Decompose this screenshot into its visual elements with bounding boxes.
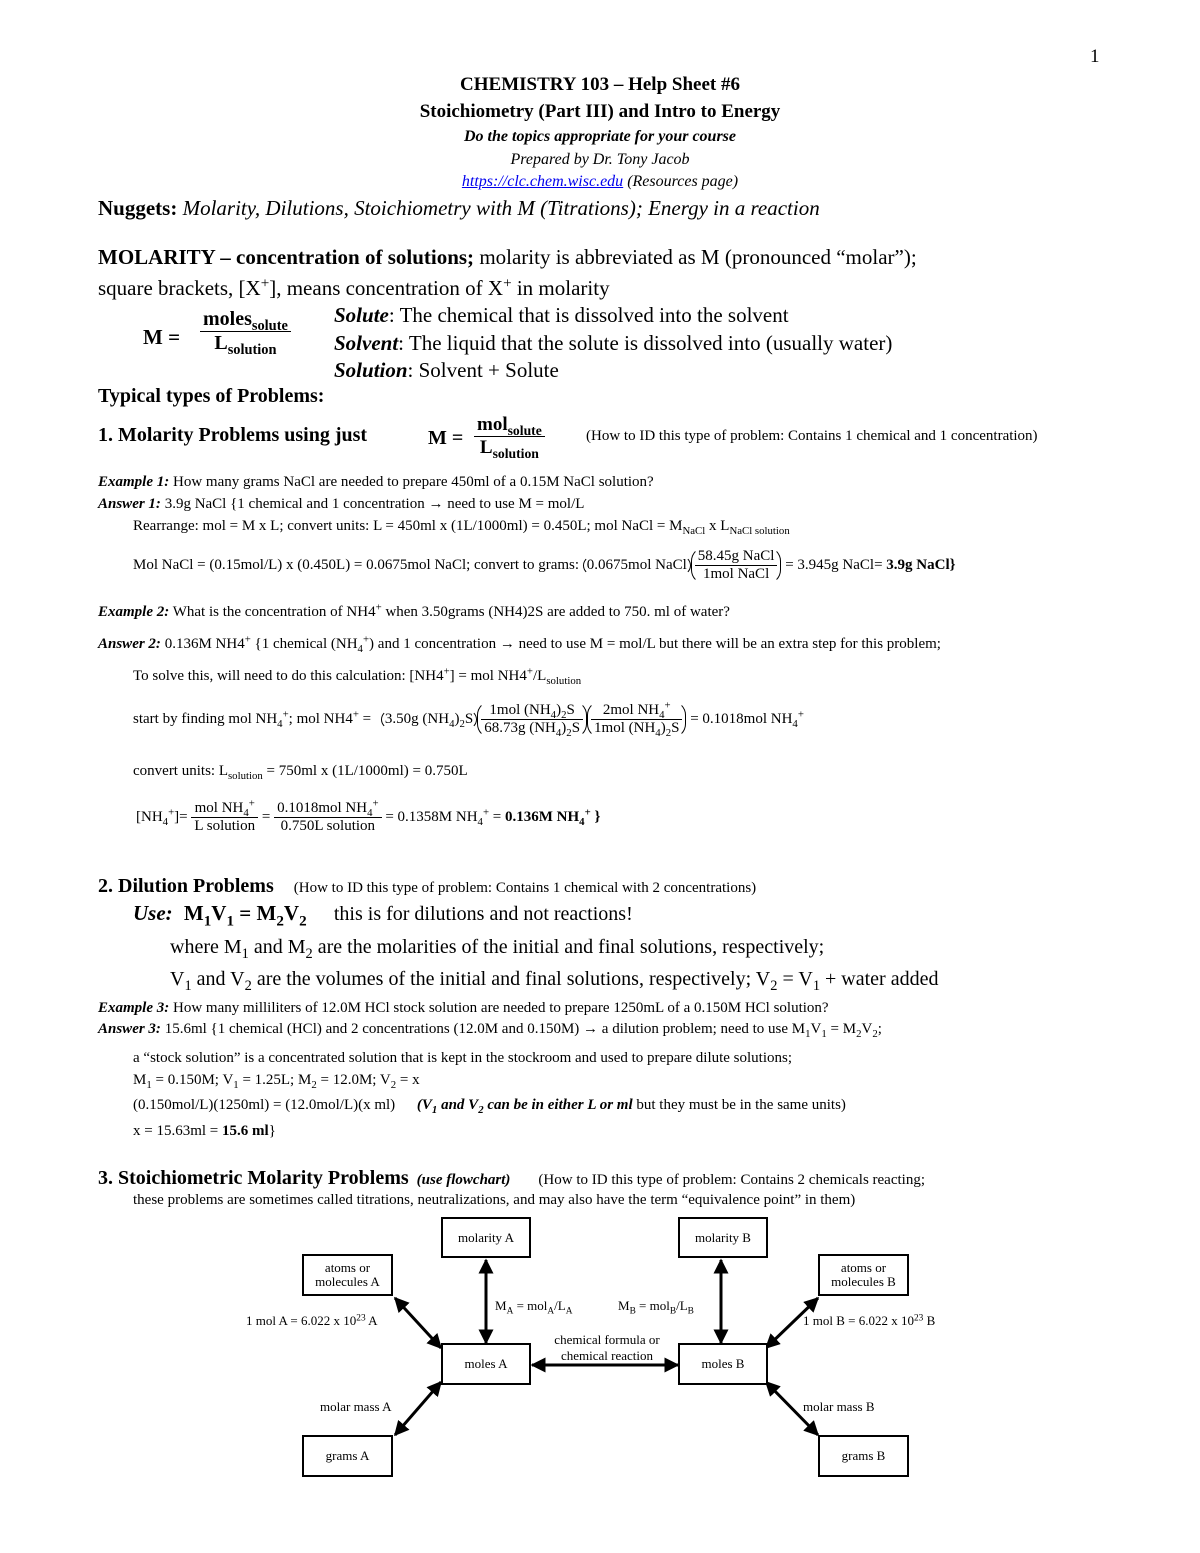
molar-mass-a-label: molar mass A	[320, 1399, 392, 1414]
start-line: start by finding mol $NH_4^+$; mol NH4+ = 3.50g $(NH_4)_2S$ $\frac{1mol (NH_4)_2S}{68.73g (NH_4)_2S}$ $\frac{2mol NH_4^+}{1mol (NH_4)_2S}$ = 0.1018mol $NH_4^+$	[133, 699, 804, 739]
page-subtitle: Stoichiometry (Part III) and Intro to Energy	[419, 101, 781, 122]
problem1-howto: (How to ID this type of problem: Contains 1 chemical and 1 concentration)	[586, 428, 1038, 444]
example1: Example 1: How many grams NaCl are needed to prepare 450ml of a 0.15M NaCl solution?	[98, 474, 654, 490]
nuggets-text: Molarity, Dilutions, Stoichiometry with M (Titrations); Energy in a reaction	[177, 196, 820, 220]
fraction-numerator: moles$_{solute}$	[203, 308, 288, 335]
where-line: where $M_1$ and $M_2$ are the molarities of the initial and final solutions, respectively;	[170, 936, 825, 963]
dilution-equation: Use: $M_1V_1 = M_2V_2$ this is for dilutions and not reactions!	[133, 901, 633, 930]
moles-a-box: moles A	[441, 1343, 531, 1385]
mol-paren: 0.0675mol NaCl	[583, 556, 691, 575]
page-title: CHEMISTRY 103 – Help Sheet #6	[460, 74, 740, 95]
arrow-moles-a-grams-a	[395, 1382, 441, 1435]
mol-fraction-paren: $\frac{\text{58.45g NaCl}}{\text{1mol NaCl}}$	[691, 547, 782, 584]
course-note: Do the topics appropriate for your course	[464, 128, 736, 145]
molarity-brackets-line	[98, 276, 610, 301]
plus-sup: +	[503, 275, 512, 292]
molar-mass-b-label: molar mass B	[803, 1399, 875, 1414]
example3: Example 3: How many milliliters of 12.0M HCl stock solution are needed to prepare 1250mL of a 0.150M HCl solution?	[98, 1000, 829, 1016]
atoms-a-box: atoms or molecules A	[302, 1254, 393, 1296]
resource-line	[0, 173, 1200, 191]
molarity-a-relation: $M_A = mol_A/L_A$	[495, 1298, 573, 1317]
x-result-line: x = 15.63ml = 15.6 ml}	[133, 1123, 276, 1139]
resource-note: (Resources page)	[623, 173, 739, 190]
mol-nacl-line: Mol NaCl = (0.15mol/L) x (0.450L) = 0.0675mol NaCl; convert to grams: 0.0675mol NaCl $\frac{\text{58.45g NaCl}}{\text{1mol NaCl}}$ = 3.945g NaCl= 3.9g NaCl}	[133, 548, 956, 582]
molarity-heading	[98, 245, 917, 270]
typical-problems-heading: Typical types of Problems:	[98, 385, 325, 407]
moles-b-box: moles B	[678, 1343, 768, 1385]
molarity-formula	[200, 308, 291, 359]
solvent-definition: Solvent: The liquid that the solute is dissolved into (usually water)	[334, 331, 893, 355]
molarity-heading-bold: MOLARITY – concentration of solutions;	[98, 245, 475, 269]
answer3: Answer 3: 15.6ml {1 chemical (HCl) and 2 concentrations (12.0M and 0.150M) → a dilution problem; need to use $M_1V_1 = M_2V_2$;	[98, 1021, 882, 1040]
arrow-moles-b-atoms-b	[766, 1298, 818, 1348]
calc-line: (0.150mol/L)(1250ml) = (12.0mol/L)(x ml) ($V_1$ and $V_2$ can be in either L or ml but they must be in the same units)	[133, 1097, 846, 1116]
arrow-moles-b-grams-b	[766, 1382, 818, 1435]
plus-sup: +	[260, 275, 270, 292]
convert-line: convert units: $L_{solution} = 750ml$ x (1L/1000ml) = 0.750L	[133, 763, 468, 782]
brackets-text-b: ], means concentration of X	[269, 276, 504, 300]
brackets-text-c: in molarity	[511, 276, 610, 300]
problem3-howto-cont: these problems are sometimes called titrations, neutralizations, and may also have the term “equivalence point” in them)	[133, 1192, 856, 1208]
solute-definition: Solute: The chemical that is dissolved into the solvent	[334, 303, 789, 327]
solution-definition: Solution: Solvent + Solute	[334, 358, 559, 382]
molarity-heading-rest: molarity is abbreviated as M (pronounced “molar”);	[474, 245, 917, 269]
avogadro-b-label: 1 mol B = 6.022 x $10^{23}$ B	[803, 1313, 936, 1328]
arrow-moles-a-atoms-a	[395, 1298, 441, 1348]
fraction-denominator: $L_{solution}$	[200, 331, 291, 355]
values-line: $M_1 = 0.150M$; $V_1 = 1.25L$; $M_2 = 12.0M$; $V_2 = x$	[133, 1072, 420, 1091]
problem1-formula	[474, 414, 545, 459]
grams-a-box: grams A	[302, 1435, 393, 1477]
resource-link[interactable]: https://clc.chem.wisc.edu	[461, 173, 624, 190]
example2: Example 2: What is the concentration of NH4+ when 3.50grams (NH4)2S are added to 750. ml of water?	[98, 601, 730, 620]
nuggets-label: Nuggets:	[98, 196, 178, 220]
problem1-formula-lhs: M =	[428, 427, 464, 449]
page-number: 1	[1090, 46, 1100, 67]
volumes-line: $V_1$ and $V_2$ are the volumes of the initial and final solutions, respectively; $V_2 = V_1$ + water added	[170, 968, 939, 995]
molarity-b-relation: $M_B = mol_B/L_B$	[618, 1298, 694, 1317]
answer1: Answer 1: 3.9g NaCl {1 chemical and 1 concentration → need to use M = mol/L	[98, 496, 585, 512]
final-concentration-line: $[NH_4^+]=$ $\frac{mol NH_4^+}{\text{L solution}}$ = $\frac{0.1018mol NH_4^+}{\text{0.750L solution}}$ = 0.1358M $NH_4^+ = 0.136M$ $NH_4^+$ }	[136, 797, 601, 834]
answer2: Answer 2: 0.136M NH4+ {1 chemical $(NH_4^+)$ and 1 concentration → need to use M = mol/L but there will be an extra step for this problem;	[98, 633, 941, 655]
solve-line: To solve this, will need to do this calculation: [NH4+] = mol $NH4^+/L_{solution}$	[133, 665, 582, 687]
nuggets-line	[98, 196, 820, 221]
brackets-text-a: square brackets, [X	[98, 276, 261, 300]
grams-b-box: grams B	[818, 1435, 909, 1477]
stock-solution-line: a “stock solution” is a concentrated solution that is kept in the stockroom and used to prepare dilute solutions;	[133, 1050, 793, 1066]
molarity-a-box: molarity A	[441, 1217, 531, 1258]
problem1-fraction: $\frac{mol_{solute}}{L_{solution}}$	[474, 414, 545, 459]
molarity-formula-lhs: M =	[143, 325, 181, 349]
problem3-heading-line: 3. Stoichiometric Molarity Problems (use flowchart) (How to ID this type of problem: Contains 2 chemicals reacting;	[98, 1167, 926, 1189]
avogadro-a-label: 1 mol A = 6.022 x $10^{23}$ A	[246, 1313, 378, 1328]
problem2-heading-line: 2. Dilution Problems (How to ID this type of problem: Contains 1 chemical with 2 concentrations)	[98, 875, 757, 897]
problem1-heading: 1. Molarity Problems using just	[98, 424, 368, 446]
molarity-b-box: molarity B	[678, 1217, 768, 1258]
rearrange-line: Rearrange: mol = M x L; convert units: L = 450ml x (1L/1000ml) = 0.450L; mol NaCl = $M_{NaCl}$ x $L_{NaCl solution}$	[133, 518, 790, 537]
author-line: Prepared by Dr. Tony Jacob	[510, 151, 690, 168]
chemical-reaction-label: chemical formula or chemical reaction	[554, 1332, 660, 1363]
molarity-fraction	[200, 308, 291, 359]
atoms-b-box: atoms or molecules B	[818, 1254, 909, 1296]
